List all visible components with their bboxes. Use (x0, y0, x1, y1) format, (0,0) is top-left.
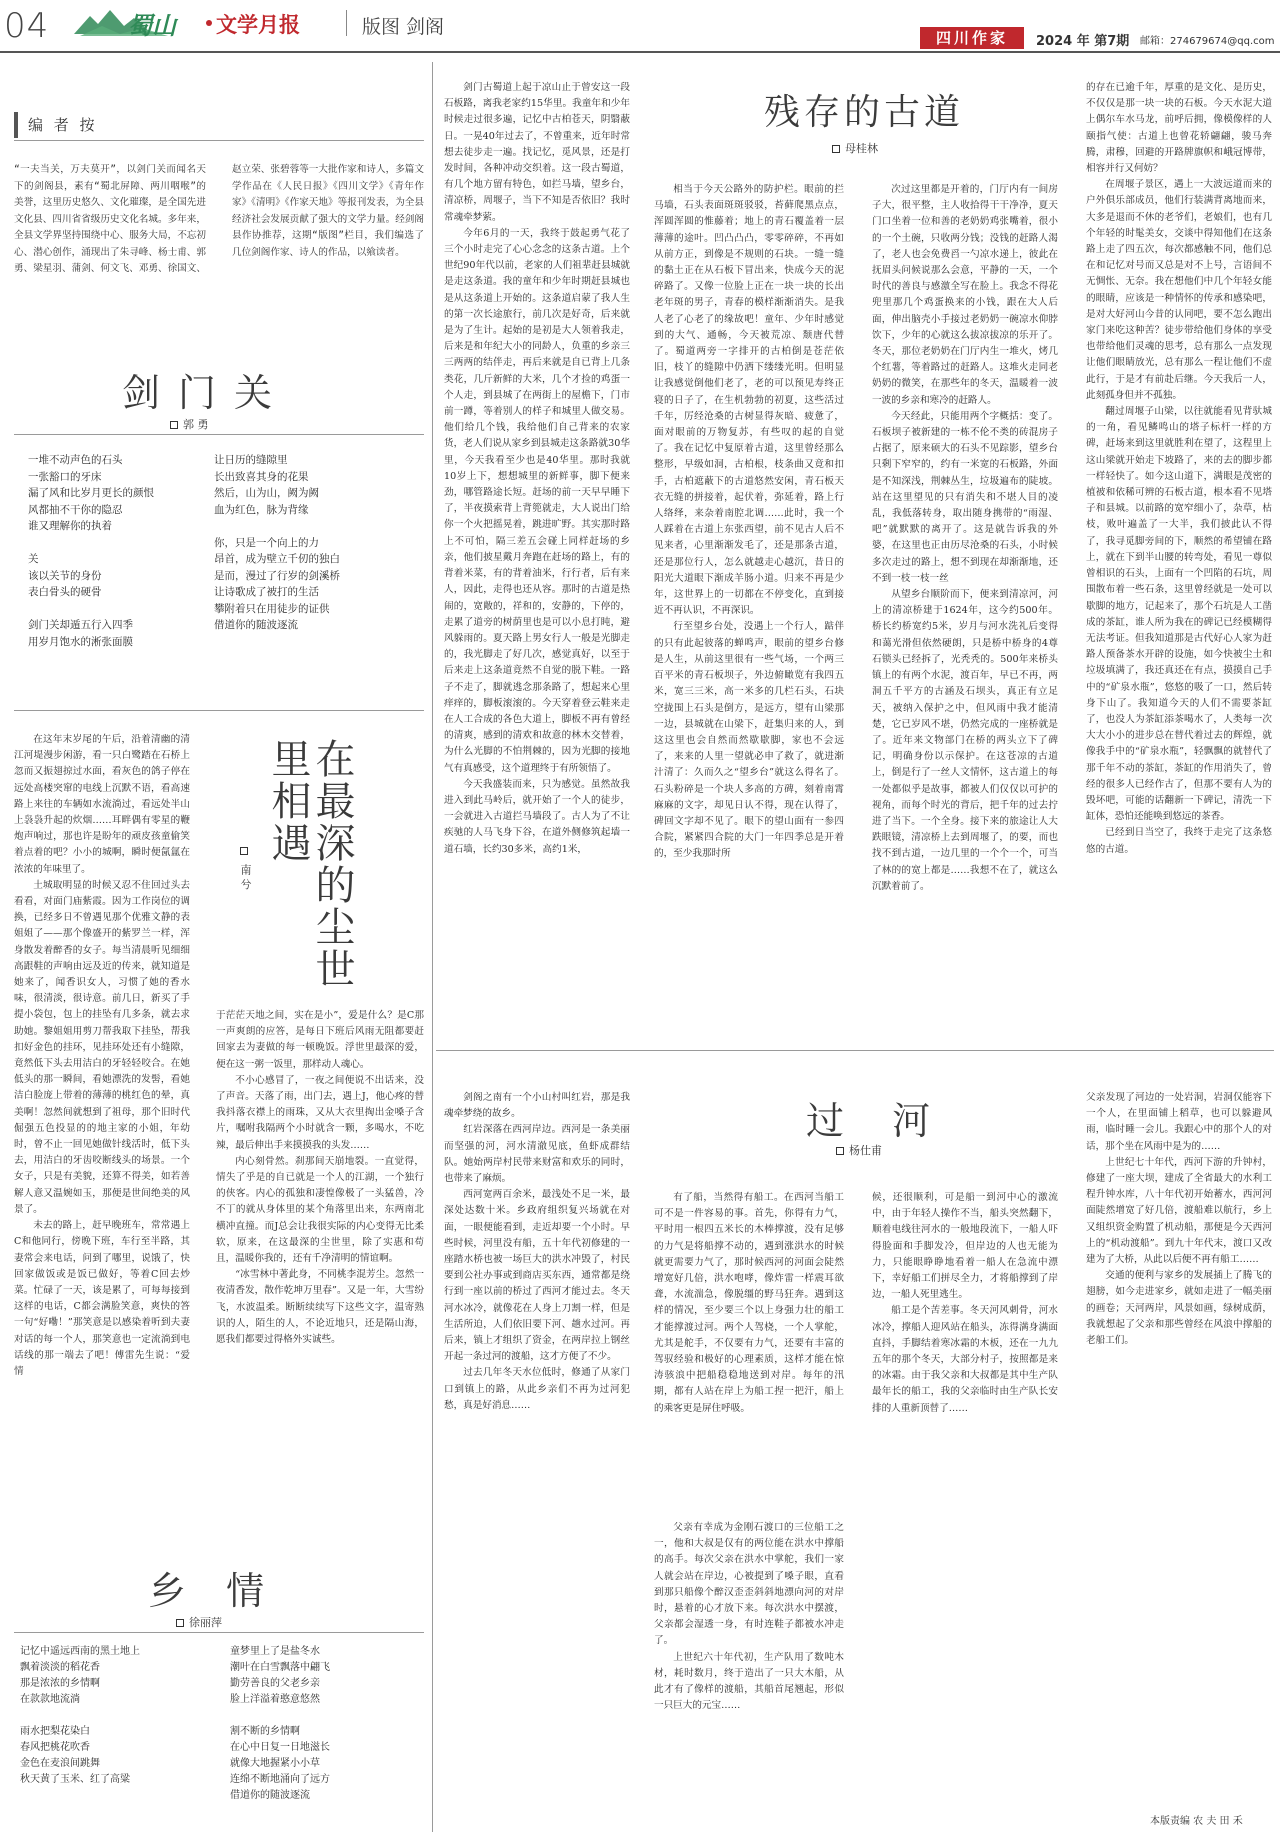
essay3-rule (14, 1632, 424, 1633)
essay1-title-text: 在最深的尘世里相遇 (265, 738, 355, 990)
essay4-col3 (872, 1190, 1058, 1816)
poem1-bottom-rule (14, 710, 424, 711)
essay2-paragraph: 行至望乡台处，没遇上一个行人，踮伴的只有此起彼落的蝉鸣声，眼前的望乡台修是人生，从前这里很有一些气场，一个两三百平米的青石板坝子，外边俯瞰览有我四五米，宽三三米，高一米多的几栏石头，石块空拢围上石头是倒方，是远方，望有山梁那一边，县城就在山梁下，赶集归来的人，到这这里也会自然而然歇歇脚，家也不会远了，来来的人里一望就必申了救了，就进渐汁清了：久而久之“望乡台”就这么得名了。石头粉碎是一个块人多高的方碑，刻着南霄麻麻的文字，却见日认不得，现在认得了，碑回文字却不见了。眼下的望山面有一参四合院，紧紧四合院的大门一年四季总是开着的，至少我那时所 (654, 621, 844, 860)
essay1-paragraph: 土城取明显的时候又忍不住回过头去看看，对面门庙紫霞。因为工作岗位的调换，已经多日不曾遇见那个优雅文静的表姐姐了——那个像盛开的紫罗兰一样，浑身散发着醉香的女子。每当清晨听见细细高跟鞋的声响由远及近的传来，就知道是她来了，闻香识女人，习惯了她的香水味，很清淡，很诗意。前几日，新买了手提小袋包，包上的挂坠有几多条，就去求助她。黎姐姐用剪刀帮我取下挂坠，帮我扣好金色的挂环，见挂环处还有小缝隙，竟然低下头去用洁白的牙轻轻咬合。在她低头的那一瞬间，看她漂洗的发髻，看她洁白脸庞上带着的薄薄的桃红色的晕，真美啊！忽然间就想到了祖母，那个旧时代倔强五色投显的的地主家的小姐，年幼时，曾不止一回见她做针线活时，低下头去，用洁白的牙齿咬断线头的场景。一个女子，只是有美貌，还算不得美，如若善解人意又温婉如玉，那便是世间绝美的风景了。 (14, 879, 190, 1215)
essay2-col4 (1086, 80, 1272, 1040)
essay4-paragraph: 父亲有幸成为金刚石渡口的三位船工之一，他和大叔是仅有的两位能在洪水中撑船的高手。每次父亲在洪水中掌舵，我们一家人就会站在岸边，心被提到了嗓子眼，直看到那只船像个醉汉歪歪斜斜地漂向河的对岸时，悬着的心才放下来。每次洪水中摆渡，父亲都会湿透一身，有时连鞋子都被水冲走了。 (654, 1522, 844, 1647)
essay2-col3 (872, 182, 1058, 1040)
essay2-paragraph: 的存在已逾千年，厚重的是文化、是历史，不仅仅是那一块一块的石板。今天水泥大道上偶尔车水马龙，前呼后拥，像模像样的人颐指气使：古道上也曾花轿翩翩，骏马奔腾，肃穆，回避的开路牌旗帜和峨冠博带，相容并行又何妨？ (1086, 82, 1272, 175)
issue-info: 2024 年 第7期 (1036, 34, 1130, 49)
edition-name: 版图 剑阁 (362, 16, 445, 38)
editor-note-rule (14, 140, 424, 141)
essay2-paragraph: 今天我盛装而来，只为感觉。虽然故我进入到此马岭后，就开始了一个人的徒步，一会就进入古道拦马墙段了。古人为了不让疾驰的人马飞身下谷，在道外侧修筑起墙一道石墙，长约30多米，高约1米， (444, 778, 630, 855)
essay4-author-name: 杨仕甫 (849, 1144, 882, 1157)
essay3-paragraph: 过去几年冬天水位低时，修通了从家门口到镇上的路，从此乡亲们不再为过河犯愁，真是好消息…… (444, 1367, 630, 1411)
essay1-paragraph: 在这年末岁尾的午后，沿着清幽的清江河堤漫步闲游，看一只白鹭踏在石桥上忽而又振翅掠过水面，看灰色的鸽子停在远处高楼突窜的电线上沉默不语，看高速路上来往的车辆如水流淌过，看远处半山上袅袅升起的炊烟……耳畔偶有零星的鞭炮声响过，那也许是盼年的顽皮孩童偷笑着点着的吧？小小的城啊，瞬时便氤氲在浓浓的年味里了。 (14, 734, 190, 875)
poem1-left: 一堆不动声色的石头 一张豁口的牙床 漏了风和比岁月更长的颜恨 风都抽不干你的隐忍 谁又理解你的执着 关 该以关节的身份 表白骨头的硬骨 剑门关却遁五行入四季 用岁月饱水的淅张面膜 (28, 454, 154, 648)
poem1-author (170, 416, 209, 432)
essay2-author-name: 母桂林 (845, 142, 878, 155)
essay3-paragraph: 红岩深落在西河岸边。西河是一条美丽而坚强的河，河水清澈见底，鱼虾成群结队。她始两岸村民带来财富和欢乐的同时，也带来了麻烦。 (444, 1124, 630, 1185)
brand-title: 蜀山 (128, 11, 176, 40)
essay2-bottom-rule (436, 1050, 1274, 1051)
essay2-title: 残存的古道 (764, 92, 965, 133)
essay3-author (176, 1614, 222, 1630)
poem1-rule (14, 434, 424, 435)
essay3-poem-right: 童梦里上了是盐冬水 潮叶在白雪飘落中翩飞 勤劳善良的父老乡亲 脸上洋溢着憨意悠然 割不断的乡情啊 在心中日复一日地滋长 就像大地握紧小小草 连绵不断地涌向了远方 借道你的随波逐流 (230, 1646, 330, 1801)
essay3-author-name: 徐丽萍 (189, 1616, 222, 1629)
essay2-paragraph: 剑门古蜀道上起于凉山止于曾安这一段石板路，离我老家约15华里。我童年和少年时候走过很多遍，记忆中古柏苍天，阴翳蔽日。一晃40年过去了，不曾重来，近年时常想去徒步走一遍。找记忆，觅风景，还是打发时间，各种冲动交织着。这一段古蜀道，有几个地方留有特色，如拦马墙，望乡台，清凉桥，周堰子，当下不知是否依旧？我时常魂牵梦萦。 (444, 82, 630, 223)
essay1-paragraph: 内心刻骨然。刹那间天崩地裂。一直觉得，情失了乎是的自已就是一个人的江湖，一个独行的侠客。内心的孤独和凄惶像极了一头猛兽，冷不丁的就从身体里的某个角落里出来，东两南北横冲直撞。而J总会让我很实际的内心变得无比柔软，原来，在这最深的尘世里，除了实惠和苟且，温暖你我的，还有千净清明的情谊啊。 (216, 1155, 424, 1265)
essay2-paragraph: 在周堰子景区，遇上一大波远道而来的户外俱乐部成员，他们行装满背离地而来，大多是退而不休的老爷们，老娘们，也有几个年轻的时髦美女，交谈中得知他们在这条路上走了四五次，每次都感触不同，他们总在和记忆对号而又总是对不上号，言语间不无惆怅、无奈。我在想他们中几个年轻女能的眼睛，应该是一种情怀的传承和感染吧，是对大好河山今昔的认同吧，要不怎么跑出家门来吃这种苦？徒步带给他们身体的享受也带给他们灵魂的思考，总有那么一点发现让他们眼睛放光，总有那么一程让他们不虚此行，于是才有前赴后继。今天我后一人，此刻孤身但并不孤独。 (1086, 179, 1272, 401)
essay2-paragraph: 相当于今天公路外的防护栏。眼前的拦马墙，石头表面斑斑驳驳，苔藓爬黑点点，浑圆浑圆的惟藤着；地上的青石覆盖着一层薄薄的途叶。凹凸凸凸，零零碎碎，不再如从前方正，到像是不规则的石块。一缝一缝的黏土正在从石板下冒出来，快成今天的泥碎路了。又像一位脸上正在一块一块的长出老年斑的男子，青春的模样渐渐消失。是我人老了心老了的缘故吧！童年、少年时感觉到的大气、通畅，今天被荒凉、颓唐代替了。蜀道两旁一字排开的古柏倒是苍茫依旧，枝丫的缝隙中仍洒下缕缕光明。但明显让我感觉倒他们老了，老的可以预见寿终正寝的日子了，在生机勃勃的初夏，这些活过千年，厉经沧桑的古树显得灰暗、疲惫了，面对眼前的万物复苏，有些叹的起的自觉了。我在记忆中复原着古道，这里曾经那么整形，早级如洞，古柏根，枝条曲又竟和扣手，古柏遮蔽下的古道悠然安闲，青石板天衣无缝的拼接着，起伏着，弥延着，路上行人络绎，来杂着南腔北调……此时，我一个人踩着在古道上东张西望，前不见古人后不见来者，心里渐渐发毛了，还是那条古道，还是那位行人，怎么就越走心越沉，昔日的阳光大道眼下渐成羊肠小道。归来不再是少年，这世界上的一切都在不停变化，直到接近不再认识，不再深识。 (654, 184, 844, 617)
essay3-poem-left: 记忆中遥远西南的黑土地上 飘着淡淡的稻花香 那是浓浓的乡情啊 在款款地流淌 雨水把梨花染白 春风把桃花吹香 金色在麦浪间跳舞 秋天黄了玉米、红了高粱 (20, 1646, 140, 1785)
page-editor-credit: 本版责编 农 夫 田 禾 (1150, 1816, 1243, 1827)
author-box-icon (836, 1147, 844, 1155)
editor-note-text: “一夫当关，万夫莫开”，以剑门关而闻名天下的剑阁县，素有“蜀北屏障、两川咽喉”的美誉，这里历史悠久、文化璀璨，是全国先进文化县、四川省省级历史文化名城。多年来，全县文学界坚持围绕中心、服务大局，不忘初心、潜心创作，涌现出了朱寻峰、杨士甫、郭勇、梁星羽、蒲剑、何文飞、邓勇、徐国文、赵立荣、张碧蓉等一大批作家和诗人，多篇文学作品在《人民日报》《四川文学》《青年作家》《清明》《作家天地》等报刊发表，为全县经济社会发展贡献了强大的文学力量。经剑阁县作协推荐，这期“版图”栏目，我们编选了几位剑阁作家、诗人的作品，以飨读者。 (14, 164, 424, 274)
section-name: 文学月报 (216, 12, 300, 37)
essay3-paragraph: 西河宽两百余米，最浅处不足一米，最深处达数十米。乡政府组织复兴场就在对面，一眼便能看到，走近却要一个小时。早些时候，河里没有船，五十年代初修建的一座踏水桥也被一场巨大的洪水冲毁了，村民要到公社办事或到商店买东西，通常都是绕行到一座以前的桥过了西河才能过去。冬天河水冰冷，就像花在人身上刀割一样，但是生活所迫，人们依旧要下河、趟水过河。再后来，镇上才组织了资金，在两岸拉上钢丝开起一条过河的渡船，这才方便了不少。 (444, 1189, 630, 1363)
essay2-col1 (444, 80, 630, 1040)
essay4-paragraph: 父亲发现了河边的一处岩洞，岩洞仅能容下一个人，在里面铺上稻草，也可以躲避风雨，临时睡一会儿。我跟心中的那个人的对话，那个坐在风雨中是为的…… (1086, 1092, 1272, 1152)
author-box-icon (832, 145, 840, 153)
essay3-col1 (444, 1090, 630, 1510)
essay1-title (266, 738, 366, 998)
essay4-title: 过 河 (806, 1099, 949, 1143)
essay2-paragraph: 今天经此，只能用两个字概括：变了。石板坝子被新建的一栋不伦不类的砖混房子占据了，原来硕大的石头不见踪影，望乡台只剩下窄窄的，约有一米宽的石板路，外面是不知深浅，荆棘丛生，垃圾遍布的陡坡。站在这里望见的只有消失和不堪人目的凌乱，我低落转身，取出随身携带的“雨湿、吧”就默默的离开了。这是就告诉我的外婆，在这里也正由历尽沧桑的石头，小时候多次走过的路上，想不到现在却渐渐地，还不到一枝一枝一丝 (872, 410, 1058, 584)
essay1-paragraph: “冰雪林中著此身，不同桃李混芳尘。忽然一夜清香发，散作乾坤万里春”。又是一年，大雪纷飞，水波温柔。断断续续写下这些文字，温寄熟识的人，陌生的人，不论近地只，还是隔山海，愿我们都要过得格外实诚些。 (216, 1269, 424, 1346)
essay1-paragraph: 不小心感冒了，一夜之间便说不出话来，没了声音。天落了雨，出门去，遇上J，他心疼的替我抖落衣襟上的雨珠，又从大衣里掏出金嗓子含片，嘱咐我隔两个小时就含一颗，多喝水，不吃辣，最后伸出手来摸摸我的头发…… (216, 1074, 424, 1151)
essay4-paragraph: 船工是个苦差事。冬天河风刺骨，河水冰冷，撑船人迎风站在船头，冻得满身满面直抖，手脚结着寒冰霜的木板，还在一九九五年的那个冬天，大部分村子，按照都是来的冰霜。由于我父亲和大叔都是其中生产队最年长的船工，我的父亲临时由生产队长安排的人重新顶替了…… (872, 1305, 1058, 1414)
page-header (0, 0, 1280, 52)
email-info: 邮箱：274679674@qq.com (1140, 36, 1275, 47)
essay2-author (832, 140, 878, 156)
essay4-paragraph: 有了船，当然得有船工。在西河当船工可不是一件容易的事。首先，你得有力气，平时用一根四五米长的木棒撑渡，没有足够的力气是将船撑不动的，遇到涨洪水的时候就更需要力气了，那时候西河的河面会陡然增宽好几倍，洪水咆哮，像炸雷一样震耳欲聋，水流湍急，像脱缰的野马狂奔。遇到这样的情况，至少要三个以上身强力壮的船工才能撑渡过河。两个人驾桡，一个人掌舵，尤其是舵手，不仅要有力气，还要有丰富的驾驭经验和极好的心理素质，这样才能在惊涛骇浪中把船稳稳地送到对岸。每年的汛期，都有人站在岸上为船工捏一把汗，船上的乘客更是屏住呼吸。 (654, 1192, 844, 1414)
editor-note-label (14, 112, 104, 138)
essay2-paragraph: 今年6月的一天，我终于鼓起勇气花了三个小时走完了心心念念的这条古道。上个世纪90年代以前，老家的人们祖辈赶县城就是走这条道。我的童年和少年时期赶县城也是从这条道上开始的。这条道启蒙了我人生的第一次长途旅行，前几次是好奇，后来就是为了生计。起始的是初是大人领着我走，后来是和年纪大小的同龄人，负重的乡亲三三两两的结伴走，再后来就是自已背上几条类花，几斤新鲜的大米，几个才捡的鸡蛋一个人走，到县城了在两街上的屋檐下，门市前一蹲，等着别人的样子和城里人做交易。他们给几个钱，我给他们自己背来的农家货，老人们说从家乡到县城走这条路就30华里，今天我看至少也是40华里。那时我就10岁上下，想想城里的新鲜事，脚下便来劲，哪管路途长短。赶场的前一天早早睡下了，半夜摸索背上背篼就走，大人说出门给你一个火把摇晃着，跳进旷野。其实那时路上不可怕，隔三差五会碰上同样赶场的乡亲，他们披星戴月奔跑在赶场的路上，有的背着米菜，有的背着油米，行行者，后有来人，因此，走得也还从容。那时的古道是热闹的，宽敞的，祥和的，安静的，下停的，走累了道旁的树荫里也是可以小息打盹，避风躲雨的。夏天路上男女行人一般是光脚走的，我光脚走了好几次，感觉真好，以至于后来走上这条道竟然不自觉的脱下鞋。一路子不走了，脚就逃念那条路了，想起来心里痒痒的，脚板滚滚的。今天穿着登云鞋来走在人工合成的各色大道上，脚板不再有曾经的清爽，感到的清欢和故意的林木交替着，为什么光脚的不怕荆棘的，因为光脚的接地气有真感受，这个道理终于有所领悟了。 (444, 227, 630, 774)
essay1-author-name: 南 兮 (239, 864, 252, 890)
essay1-paragraph: 于茫茫天地之间，实在是小”，爱是什么？是C那一声爽朗的应答，是每日下班后风雨无阻都要赶回家去为妻做的每一顿晚饭。浮世里最深的爱，便在这一粥一饭里，那样动人魂心。 (216, 1010, 424, 1070)
editor-note-label-text: 编 者 按 (28, 116, 98, 134)
essay4-paragraph: 上世纪七十年代，西河下游的升钟村，修建了一座大坝，建成了全省最大的水利工程升钟水库，八十年代初开始蓄水，西河河面陡然增宽了好几倍，渡船难以航行，乡上又组织资金购置了机动船，那便是今天西河上的“机动渡船”。到九十年代末，渡口又改建为了大桥，从此以后便不再有船工…… (1086, 1156, 1272, 1266)
essay1-paragraph: 未去的路上，赶早晚班车，常常遇上C和他同行，傍晚下班，车行至半路，其妻常会来电话，问到了哪里，说饿了，快回家做饭或是饭已做好，等着C回去炒菜。忙碌了一天，该是累了，可每每接到这样的电话，C都会满脸笑意，爽快的答一句“好嘞！”那笑意是以感染着听到夫妻对话的每一个人，那笑意也一定流淌到电话线的那一端去了吧！傅雷先生说：“爱情 (14, 1220, 190, 1377)
section-dot (206, 20, 212, 26)
essay4-paragraph: 交通的便利与家乡的发展插上了腾飞的翅膀，如今走进家乡，就如走进了一幅美丽的画卷；天河两岸，风景如画，绿树成荫，我就想起了父亲和那些曾经在风浪中撑船的老船工们。 (1086, 1270, 1272, 1347)
author-box-icon (176, 1619, 184, 1627)
author-box-icon (240, 847, 248, 855)
poem1-title: 剑门关 (122, 371, 291, 415)
essay3-paragraph: 剑阁之南有一个小山村叫红岩，那是我魂牵梦绕的故乡。 (444, 1092, 630, 1120)
essay4-col2 (654, 1520, 844, 1816)
header-rule (0, 51, 1280, 53)
essay2-paragraph: 已经到日当空了，我终于走完了这条悠悠的古道。 (1086, 827, 1272, 855)
essay4-col1 (654, 1190, 844, 1516)
page-number: 04 (4, 6, 50, 46)
essay2-paragraph: 翻过周堰子山梁，以往就能看见背驮城的一角，看见鳞鸣山的塔子标杆一样的方碑，赶场来到这里就胜利在望了，这程里上这山梁就开始走下坡路了，来的去的脚步都一样轻快了。如今这山道下，满眼是茂密的植被和依稀可辨的石板古道，根本看不见塔子和县城。以前路的宽窄细小了，杂草，枯枝，败叶遍盖了一大半，我们披此认不得了，我寻觅脚旁间的下，顺然的希望铺在路上，就在下到半山腰的转弯处，看见一尊似曾相识的石头，上面有一个凹陷的石坑，周围散布着一些石条，这里曾经就是一处可以歇脚的地方，记起来了，那个石坑是人工凿成的茶缸，谁人所为我在的碑记已经模糊得无法考证。但我知道那是古代好心人家为赶路人预备茶水开辟的设施，如今快被尘土和垃圾填满了，我还真还在有点，摸摸自己手中的“矿泉水瓶”，悠悠的吸了一口，然后转身下山了。我知道今天的人们不需要茶缸了，也没人为茶缸添茶喝水了，人类每一次大大小小的进步总在替代着过去的辉煌，就像我手中的“矿泉水瓶”，轻飘飘的就替代了那千年不动的茶缸，茶缸的作用消失了，曾经的很多人已经作古了，但那不要有人为的毁坏吧，可能的话翻新一下碑记，清洗一下缸体，恐怕还能唤到悠远的茶香。 (1086, 406, 1272, 823)
essay4-paragraph: 上世纪六十年代初，生产队用了数吨木材，耗时数月，终于造出了一只大木船，从此才有了像样的渡船，其船首尾翘起，形似一只巨大的元宝…… (654, 1651, 844, 1712)
right-badge-text: 四川作家 (935, 29, 1008, 47)
essay2-paragraph: 从望乡台顺阶而下，便来到清凉河，河上的清凉桥建于1624年，这今约500年。桥长约桥宽约5米，岁月与河水洗礼后变得和蔼光滑但依然硬朗，只是桥中桥身的4尊石锁头已经拆了，光秃秃的。500年来桥头镇上的有两个水泥，渡百年，早已不再，两洞五千平方的古涵及石坝头，真正有立足天，被纳入保护之中，但风雨中我才能清楚，它已岁风不堪，仍然完成的一座桥就是了。近年来文物部门在桥的两头立下了碑记，明确身份以示保护。在这苍凉的古道上，倒是行了一丝人文情怀，这古道上的每一处都似乎是故事，都被人们仅仅以可护的视角，而每个时光的背后，把千年的过去拧进了当下。一个全身。接下来的旅途让人大跌眼镜，清凉桥上去到周堰了，的要，而也找不到古道，一边几里的一个个一个，可当了林的的宽上都是……我想不在了，就这么沉默着前了。 (872, 589, 1058, 892)
essay2-paragraph: 次过这里都是开着的，门厅内有一间房子大，很平整，主人收拾得干干净净，夏天门口坐着一位和善的老奶奶鸡张嘴着，很小的一个土碗，只收两分钱；没钱的赶路人渴了，老人也会免费舀一勺凉水递上，彼此在抚眉头问候说那么会意，平静的一天，一个时代的善良与感激全写在脸上。我念不得花兜里那几个鸡蛋换来的小钱，跟在大人后面，伸出脑壳小手接过老奶奶一碗凉水仰脖饮下，少年的心就这么拔凉拔凉的乐开了。冬天，那位老奶奶在门厅内生一堆火，烤几个红薯，等着路过的赶路人。这堆火走同老奶奶的微笑，在那些年的冬天，温暖着一波一波的乡亲和寒冷的赶路人。 (872, 184, 1058, 406)
essay4-col4 (1086, 1090, 1272, 1802)
author-box-icon (170, 421, 178, 429)
essay2-col2 (654, 182, 844, 1040)
right-badge (920, 27, 1024, 49)
poem1-right: 让日历的缝隙里 长出致喜其身的花果 然后，山为山，阙为阙 血为红色，脉为背缘 你，只是一个向上的力 昂首，成为壁立千仞的独白 是而，漫过了行岁的剑溪桥 让诗歌成了被打的生活 攀附着只在用徒步的证供 借道你的随波逐流 (214, 454, 340, 631)
poem1-author-name: 郭 勇 (183, 418, 209, 431)
essay4-author (836, 1142, 882, 1158)
essay1-author (236, 846, 252, 896)
header-divider (346, 10, 347, 36)
column-divider-left (432, 62, 433, 1832)
essay4-paragraph: 候，还很顺利，可是船一到河中心的激流中，由于年轻人操作不当，船头突然翻下，顺着电线往河水的一般地段流下，一船人吓得脸面和手脚发冷，但岸边的人也无能为力，只能眼睁睁地看着一船人在急流中漂下，幸好船工们拼尽全力，才将船撑到了岸边，一船人死里逃生。 (872, 1192, 1058, 1301)
essay3-title: 乡 情 (148, 1569, 279, 1613)
